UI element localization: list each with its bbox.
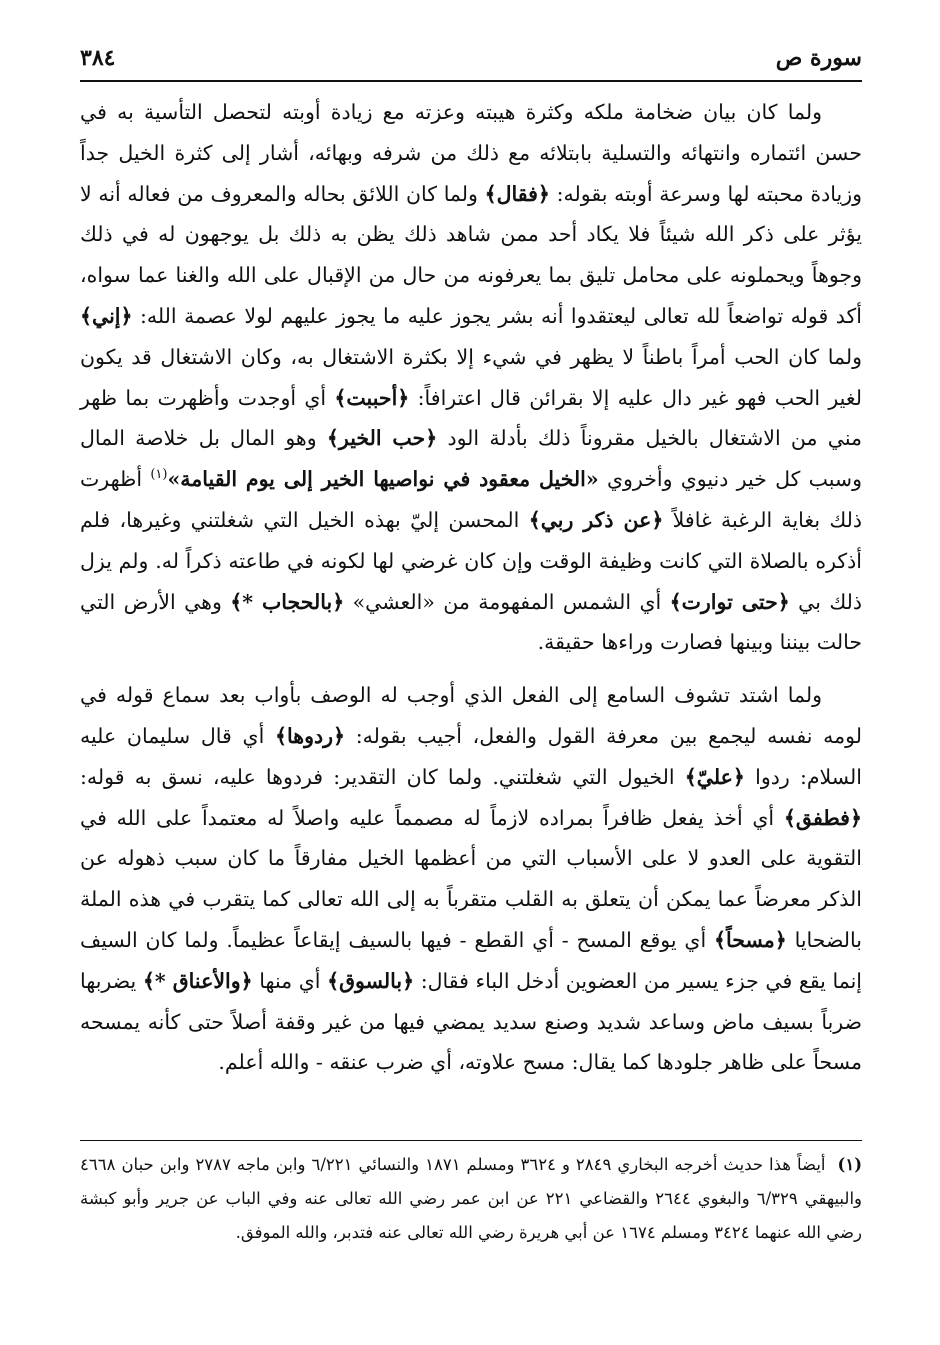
quranic-quote: ﴿ردوها﴾ [275, 723, 346, 748]
page-number: ٣٨٤ [80, 45, 116, 71]
paragraph [80, 92, 862, 663]
quranic-quote: ﴿فطفق﴾ [783, 805, 862, 830]
text-run: أي يوقع المسح - أي القطع - فيها بالسيف إيقاعاً عظيماً. ولما كان السيف إنما يقع في جزء يسير من العضوين أدخل الباء فقال: [80, 927, 862, 993]
running-header [80, 40, 862, 76]
paragraph [80, 675, 862, 1083]
quranic-quote: ﴿فقال﴾ [484, 181, 550, 206]
quranic-quote: ﴿والأعناق *﴾ [142, 968, 253, 993]
quranic-quote: ﴿مسحاً﴾ [713, 927, 787, 952]
text-run: أي الشمس المفهومة من «العشي» [344, 589, 670, 614]
text-run: وهي الأرض التي حالت بيننا وبينها فصارت وراءها حقيقة. [80, 589, 862, 655]
footnotes [80, 1148, 862, 1250]
text-run: ولما اشتد تشوف السامع إلى الفعل الذي أوجب له الوصف بأواب بعد سماع قوله في لومه نفسه ليجمع بين معرفة القول والفعل، أجيب بقوله: [80, 683, 862, 748]
footnote-rule [80, 1140, 862, 1141]
text-run: يضربها ضرباً بسيف ماض وساعد شديد وصنع سديد يمضي فيها من غير وقفة أصلاً حتى كأنه يمسحه مسحاً على ظاهر جلودها كما يقال: مسح علاوته، أي ضرب عنقه - والله أعلم. [80, 968, 862, 1075]
text-run: أي أخذ يفعل ظافراً بمراده لازماً له مصمماً عليه واصلاً له معتمداً على الله في التقوية على العدو لا على الأسباب التي من أعظمها الخيل مفارقاً ما كان سبب ذهوله عن الذكر معرضاً عما يمكن أن يتعلق به القلب متقرباً به إلى الله تعالى كما يتقرب في هذه الملة بالضحايا [80, 805, 862, 952]
text-run: أي أوجدت وأظهرت بما ظهر مني من الاشتغال بالخيل مقروناً ذلك بأدلة الود [80, 385, 862, 451]
text-run: وهو المال بل خلاصة المال وسبب كل خير دنيوي وأخروي [80, 426, 863, 492]
quranic-quote: ﴿بالحجاب *﴾ [230, 589, 345, 614]
quranic-quote: «الخيل معقود في نواصيها الخير إلى يوم القيامة» [167, 467, 599, 492]
text-run: الخيول التي شغلتني. ولما كان التقدير: فردوها عليه، نسق به قوله: [80, 764, 685, 789]
text-run: أي منها [252, 968, 328, 993]
surah-title: سورة ص [775, 45, 862, 71]
text-run: أظهرت ذلك بغاية الرغبة غافلاً [80, 467, 863, 532]
quranic-quote: ﴿حتى توارت﴾ [669, 589, 790, 614]
footnote [80, 1148, 862, 1250]
text-run: المحسن إليّ بهذه الخيل التي شغلتني وغيرها، فلم أذكره بالصلاة التي كانت وظيفة الوقت وإن كان غرضي لها لكونه في طاعته ذكراً له. ولم يزل ذلك بي [80, 507, 862, 614]
quranic-quote: ﴿أحببت﴾ [334, 385, 410, 410]
quranic-quote: ﴿حب الخير﴾ [326, 426, 438, 451]
text-run: ولما كان الحب أمراً باطناً لا يظهر في شيء إلا بكثرة الاشتغال به، وكان الاشتغال قد يكون لغير الحب فهو غير دال عليه إلا بقرائن قال اعترافاً: [80, 344, 862, 410]
quranic-quote: ﴿عليّ﴾ [684, 764, 745, 789]
text-run: ولما كان بيان ضخامة ملكه وكثرة هيبته وعزته مع زيادة أوبته لتحصل التأسية به في حسن ائتماره وانتهائه والتسلية بابتلائه مع ذلك من شرفه وبهائه، أشار إلى كثرة الخيل جداً وزيادة محبته لها وسرعة أوبته بقوله: [80, 100, 862, 206]
header-rule [80, 80, 862, 82]
footnote-text: أيضاً هذا حديث أخرجه البخاري ٢٨٤٩ و ٣٦٢٤ ومسلم ١٨٧١ والنسائي ٦/٢٢١ وابن ماجه ٢٧٨٧ وابن حبان ٤٦٦٨ والبيهقي ٦/٣٢٩ والبغوي ٢٦٤٤ والقضاعي ٢٢١ عن ابن عمر رضي الله تعالى عنه وفي الباب عن جرير وأبو كبشة رضي الله عنهما ٣٤٢٤ ومسلم ١٦٧٤ عن أبي هريرة رضي الله تعالى عنه فتدبر، والله الموفق. [80, 1155, 862, 1242]
quranic-quote: ﴿إني﴾ [80, 303, 133, 328]
footnote-number: (١) [837, 1155, 863, 1174]
quranic-quote: ﴿عن ذكر ربي﴾ [528, 507, 664, 532]
quranic-quote: ﴿بالسوق﴾ [327, 968, 415, 993]
main-text [80, 92, 862, 1083]
text-run: أي قال سليمان عليه السلام: ردوا [80, 723, 863, 789]
text-run: ولما كان اللائق بحاله والمعروف من فعاله أنه لا يؤثر على ذكر الله شيئاً فلا يكاد أحد ممن شاهد ذلك يظن به ذلك بل يوجهون له في ذلك وجوهاً ويحملونه على محامل تليق بما يعرفونه من حال من الإقبال على الله والغنا عما سواه، أكد قوله تواضعاً لله تعالى ليعتقدوا أنه بشر يجوز عليه ما يجوز عليهم لولا عصمة الله: [80, 181, 862, 328]
footnote-marker: (١) [150, 467, 168, 483]
